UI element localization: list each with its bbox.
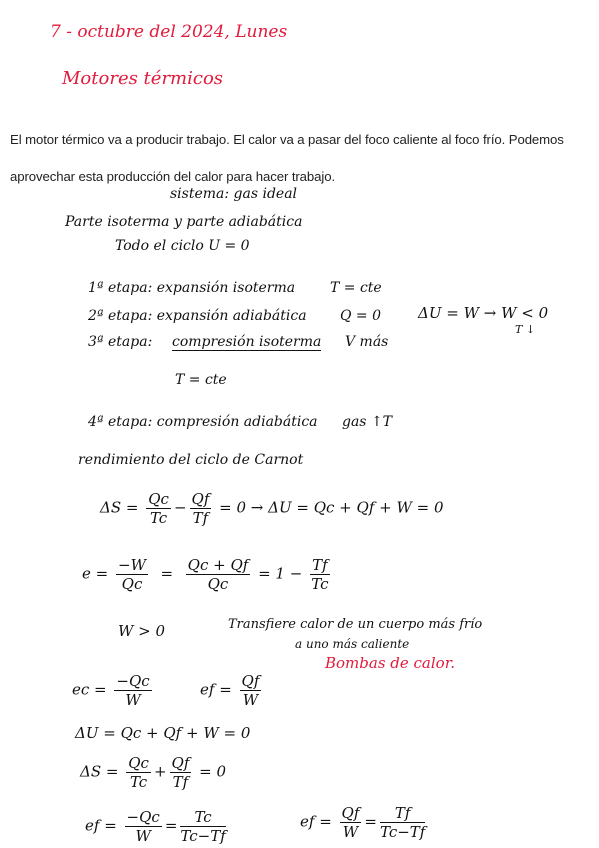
- eq-rhs: = 0 → ΔU = Qc + Qf + W = 0: [219, 498, 444, 517]
- fraction: $\frac{-Qc}{W}$: [116, 672, 150, 709]
- note-etapa-2-cond: Q = 0: [340, 308, 382, 324]
- entropy-equation: ΔS = $\frac{Qc}{Tc}$ − $\frac{Qf}{Tf}$ = 0 → ΔU = Qc + Qf + W = 0: [100, 490, 444, 527]
- fraction: $\frac{Qc}{Tc}$: [148, 490, 169, 527]
- note-rendimiento: rendimiento del ciclo de Carnot: [78, 452, 304, 468]
- date-heading: 7 - octubre del 2024, Lunes: [50, 22, 288, 42]
- intro-line-2: aprovechar esta producción del calor para hacer trabajo.: [10, 169, 336, 184]
- eq-lhs: ΔS =: [80, 762, 119, 781]
- eq-lhs: ef =: [300, 812, 332, 831]
- fraction: $\frac{Qf}{W}$: [341, 804, 360, 841]
- fraction: $\frac{Qc}{Tc}$: [128, 754, 149, 791]
- fraction: $\frac{Qf}{W}$: [241, 672, 260, 709]
- fraction: $\frac{-W}{Qc}$: [118, 556, 146, 593]
- note-a-uno: a uno más caliente: [295, 637, 410, 651]
- note-du-arrows: T ↓: [515, 323, 536, 336]
- note-etapa-3-note: V más: [345, 334, 389, 350]
- note-etapa-1: 1ª etapa: expansión isoterma: [88, 280, 296, 296]
- ef-equation: [200, 672, 264, 709]
- eq-lhs: ef =: [85, 816, 117, 835]
- eq-rhs: = 0: [199, 762, 227, 781]
- fraction: $\frac{Tc}{Tc-Tf}$: [180, 808, 226, 845]
- fraction: $\frac{Tf}{Tc-Tf}$: [379, 804, 426, 841]
- note-etapa-4-note: gas ↑T: [342, 414, 393, 430]
- note-etapa-2: 2ª etapa: expansión adiabática: [88, 308, 307, 324]
- fraction: $\frac{Tf}{Tc}$: [311, 556, 329, 593]
- note-bombas-de-calor: Bombas de calor.: [325, 654, 455, 672]
- intro-line-1: El motor térmico va a producir trabajo. El calor va a pasar del foco caliente al foco frío. Podemos: [10, 132, 564, 147]
- page-title: Motores térmicos: [62, 68, 224, 89]
- eq-lhs: ef =: [200, 680, 232, 699]
- note-etapa-3-text: compresión isoterma: [172, 334, 322, 350]
- fraction: $\frac{Qc + Qf}{Qc}$: [187, 556, 249, 593]
- note-partes: Parte isoterma y parte adiabática: [65, 214, 303, 230]
- w-positive: W > 0: [118, 622, 166, 640]
- note-etapa-4: 4ª etapa: compresión adiabática: [88, 414, 318, 430]
- note-transfiere: Transfiere calor de un cuerpo más frío: [228, 617, 483, 632]
- fraction: $\frac{Qf}{Tf}$: [191, 490, 210, 527]
- ec-equation: [72, 672, 155, 709]
- fraction: $\frac{-Qc}{W}$: [126, 808, 160, 845]
- note-sistema: sistema: gas ideal: [170, 186, 298, 202]
- eq-lhs: ΔS =: [100, 498, 139, 517]
- eq-lhs: e =: [82, 564, 109, 583]
- efficiency-equation: e = $\frac{-W}{Qc}$ = $\frac{Qc + Qf}{Qc}$ = 1 − $\frac{Tf}{Tc}$: [82, 556, 329, 593]
- note-du-relation: ΔU = W → W < 0: [418, 304, 549, 322]
- note-t-cte: T = cte: [175, 372, 227, 388]
- note-todo-ciclo: Todo el ciclo U = 0: [115, 238, 250, 254]
- note-etapa-1-cond: T = cte: [330, 280, 382, 296]
- eq-lhs: ec =: [72, 680, 107, 699]
- entropy-equation-2: ΔS = $\frac{Qc}{Tc}$ + $\frac{Qf}{Tf}$ = 0: [80, 754, 227, 791]
- note-etapa-3-label: 3ª etapa:: [88, 334, 153, 350]
- ef-equation-2: ef = $\frac{-Qc}{W}$ = $\frac{Tc}{Tc-Tf}$: [85, 808, 226, 845]
- ef-equation-3: ef = $\frac{Qf}{W}$ = $\frac{Tf}{Tc-Tf}$: [300, 804, 426, 841]
- eq-mid: = 1 −: [258, 564, 303, 583]
- energy-balance: ΔU = Qc + Qf + W = 0: [75, 724, 251, 742]
- fraction: $\frac{Qf}{Tf}$: [171, 754, 190, 791]
